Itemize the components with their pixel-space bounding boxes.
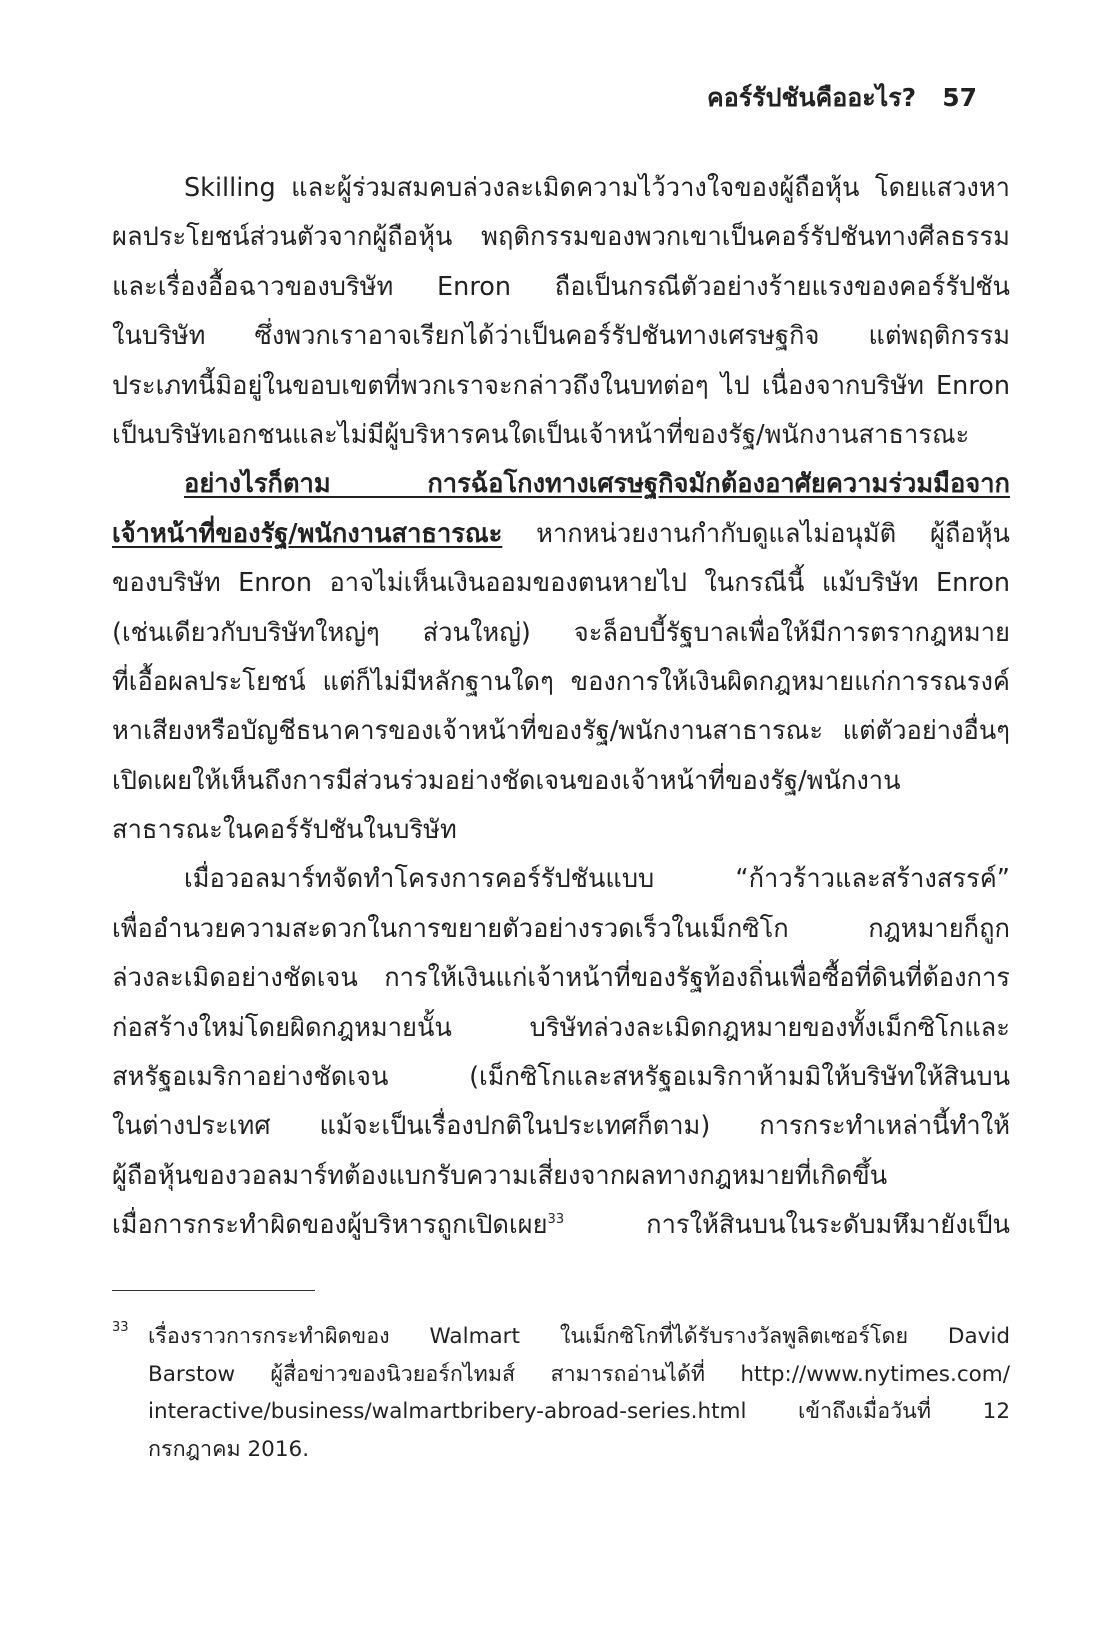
text-line: ที่เอื้อผลประโยชน์ แต่ก็ไม่มีหลักฐานใดๆ ของการให้เงินผิดกฎหมายแก่การรณรงค์ xyxy=(112,666,1010,697)
page-number: 57 xyxy=(942,83,977,112)
paragraph-1 xyxy=(112,164,1010,460)
footnote-line: กรกฎาคม 2016. xyxy=(148,1436,310,1462)
text-line: ของบริษัท Enron อาจไม่เห็นเงินออมของตนหายไป ในกรณีนี้ แม้บริษัท Enron xyxy=(112,568,1010,599)
text-line: หาเสียงหรือบัญชีธนาคารของเจ้าหน้าที่ของรัฐ/พนักงานสาธารณะ แต่ตัวอย่างอื่นๆ xyxy=(112,716,1010,747)
footnote-reference[interactable]: 33 xyxy=(547,1211,565,1227)
text-line: สหรัฐอเมริกาอย่างชัดเจน (เม็กซิโกและสหรัฐอเมริกาห้ามมิให้บริษัทให้สินบน xyxy=(112,1062,1010,1093)
text-line xyxy=(112,460,1010,509)
paragraph-3 xyxy=(112,855,1010,1250)
chapter-title: คอร์รัปชันคืออะไร? xyxy=(706,83,917,112)
emphasis-text: เจ้าหน้าที่ของรัฐ/พนักงานสาธารณะ xyxy=(112,518,503,549)
footnote-text xyxy=(148,1318,1010,1468)
footnote xyxy=(112,1318,1010,1468)
footnote-line: Barstow ผู้สื่อข่าวของนิวยอร์กไทมส์ สามารถอ่านได้ที่ http://www.nytimes.com/ xyxy=(148,1361,1010,1387)
text-run: การให้สินบนในระดับมหึมายังเป็น xyxy=(564,1210,1010,1241)
text-run: เมื่อการกระทำผิดของผู้บริหารถูกเปิดเผย xyxy=(112,1210,548,1241)
text-line: และเรื่องอื้อฉาวของบริษัท Enron ถือเป็นกรณีตัวอย่างร้ายแรงของคอร์รัปชัน xyxy=(112,271,1010,302)
running-header xyxy=(707,78,977,118)
text-line: เปิดเผยให้เห็นถึงการมีส่วนร่วมอย่างชัดเจนของเจ้าหน้าที่ของรัฐ/พนักงาน xyxy=(112,765,901,796)
text-line: ผลประโยชน์ส่วนตัวจากผู้ถือหุ้น พฤติกรรมของพวกเขาเป็นคอร์รัปชันทางศีลธรรม xyxy=(112,222,1010,253)
text-line: เพื่ออำนวยความสะดวกในการขยายตัวอย่างรวดเร็วในเม็กซิโก กฎหมายก็ถูก xyxy=(112,913,1010,944)
text-line: สาธารณะในคอร์รัปชันในบริษัท xyxy=(112,815,457,846)
body-text xyxy=(112,164,1010,1251)
text-line: ในบริษัท ซึ่งพวกเราอาจเรียกได้ว่าเป็นคอร์รัปชันทางเศรษฐกิจ แต่พฤติกรรม xyxy=(112,321,1010,352)
footnote-separator xyxy=(112,1290,315,1291)
footnote-line: interactive/business/walmartbribery-abroad-series.html เข้าถึงเมื่อวันที่ 12 xyxy=(148,1399,1010,1424)
text-line xyxy=(112,1201,1010,1250)
text-line: Skilling และผู้ร่วมสมคบล่วงละเมิดความไว้วางใจของผู้ถือหุ้น โดยแสวงหา xyxy=(184,173,1010,203)
text-line: ผู้ถือหุ้นของวอลมาร์ทต้องแบกรับความเสี่ยงจากผลทางกฎหมายที่เกิดขึ้น xyxy=(112,1160,888,1191)
emphasis-text: อย่างไรก็ตาม การฉ้อโกงทางเศรษฐกิจมักต้องอาศัยความร่วมมือจาก xyxy=(184,469,1010,500)
text-line: ประเภทนี้มิอยู่ในขอบเขตที่พวกเราจะกล่าวถึงในบทต่อๆ ไป เนื่องจากบริษัท Enron xyxy=(112,370,1010,401)
paragraph-2 xyxy=(112,460,1010,855)
footnote-line: เรื่องราวการกระทำผิดของ Walmart ในเม็กซิโกที่ได้รับรางวัลพูลิตเซอร์โดย David xyxy=(148,1324,1010,1349)
text-line: ก่อสร้างใหม่โดยผิดกฎหมายนั้น บริษัทล่วงละเมิดกฎหมายของทั้งเม็กซิโกและ xyxy=(112,1012,1010,1043)
text-line: (เช่นเดียวกับบริษัทใหญ่ๆ ส่วนใหญ่) จะล็อบบี้รัฐบาลเพื่อให้มีการตรากฎหมาย xyxy=(112,617,1010,648)
text-run: หากหน่วยงานกำกับดูแลไม่อนุมัติ ผู้ถือหุ้น xyxy=(502,518,1010,549)
text-line xyxy=(112,510,1010,559)
text-line: ล่วงละเมิดอย่างชัดเจน การให้เงินแก่เจ้าหน้าที่ของรัฐท้องถิ่นเพื่อซื้อที่ดินที่ต้องการ xyxy=(112,963,1010,994)
footnote-number: 33 xyxy=(112,1320,129,1335)
text-line: เป็นบริษัทเอกชนและไม่มีผู้บริหารคนใดเป็นเจ้าหน้าที่ของรัฐ/พนักงานสาธารณะ xyxy=(112,419,970,450)
text-line: ในต่างประเทศ แม้จะเป็นเรื่องปกติในประเทศก็ตาม) การกระทำเหล่านี้ทำให้ xyxy=(112,1111,1010,1142)
text-line: เมื่อวอลมาร์ทจัดทำโครงการคอร์รัปชันแบบ “ก้าวร้าวและสร้างสรรค์” xyxy=(184,864,1010,895)
